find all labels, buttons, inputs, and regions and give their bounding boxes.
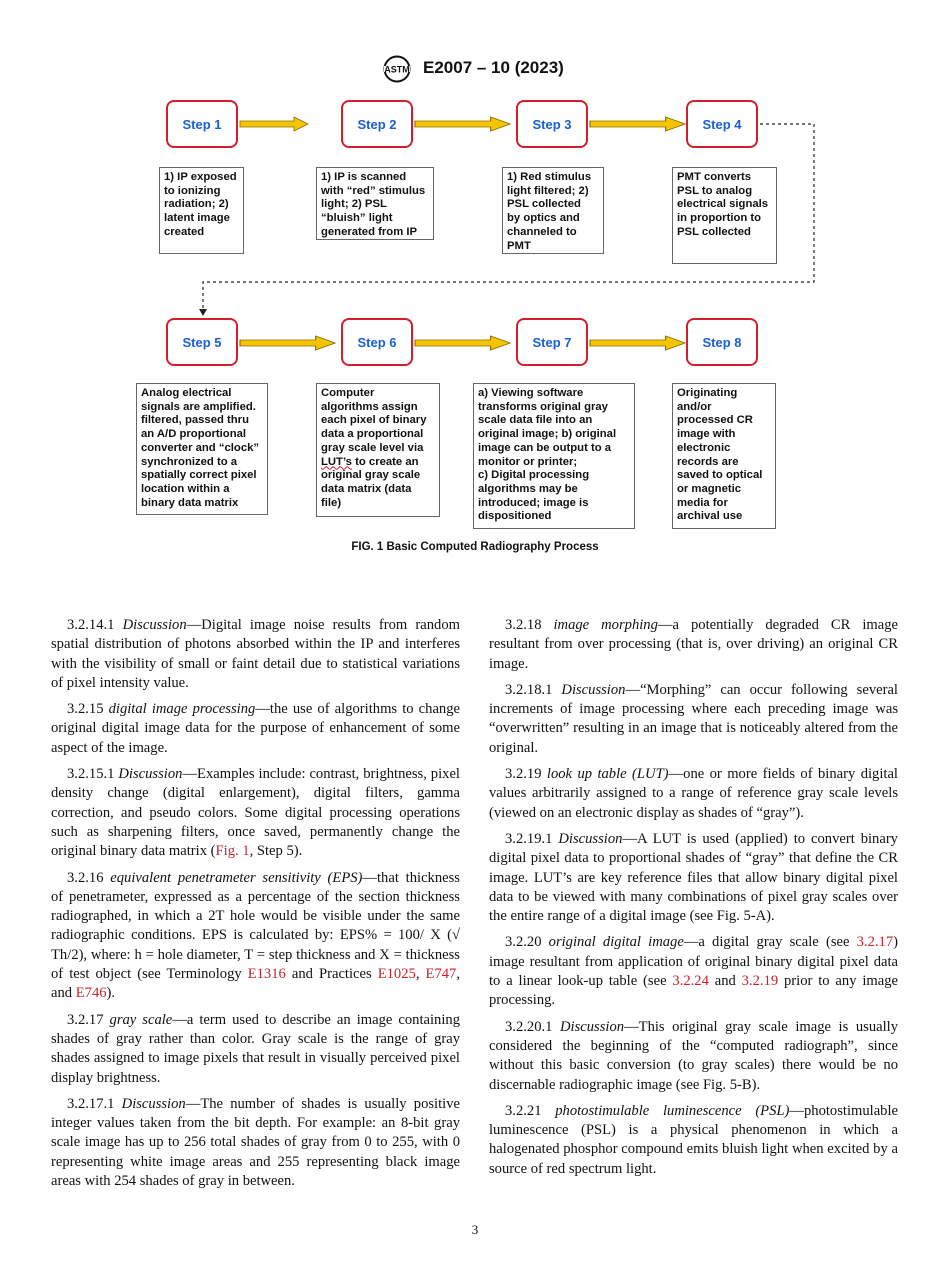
para-3-2-18: 3.2.18 image morphing—a potentially degraded CR image resultant from over processing (that is, over driving) an original CR image. [489, 617, 898, 672]
e746-link[interactable]: E746 [75, 985, 107, 1002]
arrow-step7-step8 [590, 336, 685, 350]
step-5-box: Step 5 [166, 318, 238, 366]
ref-3-2-19-link[interactable]: 3.2.19 [741, 973, 779, 990]
arrow-step5-step6 [240, 336, 335, 350]
e747-link[interactable]: E747 [425, 966, 457, 983]
step-3-box: Step 3 [516, 100, 588, 148]
fig-1-link[interactable]: Fig. 1 [215, 843, 250, 860]
para-3-2-20: 3.2.20 original digital image—a digital gray scale (see 3.2.17) image resultant from application of original binary digital pixel data to a linear look-up table (see 3.2.24 and 3.2.19 prior to any image processing. [489, 934, 899, 1009]
right-column [489, 616, 898, 1186]
step-6-box: Step 6 [341, 318, 413, 366]
left-column [51, 616, 460, 1198]
para-3-2-19: 3.2.19 look up table (LUT)—one or more fields of binary digital values arbitrarily assigned to a range of reference gray scale levels (viewed on an electronic display as shades of “gray”). [489, 766, 898, 821]
ref-3-2-17-link[interactable]: 3.2.17 [856, 934, 894, 951]
para-3-2-14-1: 3.2.14.1 Discussion—Digital image noise results from random spatial distribution of photons absorbed within the IP and interferes with the visibility of small or faint detail due to statistical variations of pixel intensity value. [51, 617, 460, 691]
arrow-step2-step3 [415, 117, 510, 131]
step-1-description: 1) IP exposed to ionizing radiation; 2) latent image created [159, 167, 244, 254]
astm-logo-icon [380, 55, 414, 83]
page-header [0, 55, 950, 85]
para-3-2-15: 3.2.15 digital image processing—the use of algorithms to change original digital image data for the purpose of enhancement of some aspect of the image. [51, 701, 461, 756]
arrow-step6-step7 [415, 336, 510, 350]
e1316-link[interactable]: E1316 [247, 966, 286, 983]
arrow-step1-step2 [240, 117, 308, 131]
para-3-2-17: 3.2.17 gray scale—a term used to describe an image containing shades of gray rather than color. Gray scale is the range of gray shades assigned to image pixels that result in visually perceived pixel display brightness. [51, 1011, 460, 1086]
dashed-connector-arrowhead [199, 309, 207, 316]
arrow-step3-step4 [590, 117, 685, 131]
step-6-desc-luts: LUT’s [321, 455, 352, 468]
para-3-2-18-1: 3.2.18.1 Discussion—“Morphing” can occur following several increments of image processing where each preceding image was “overwritten” resulting in an image that is noticeably altered from the original. [489, 681, 898, 756]
step-2-description: 1) IP is scanned with “red” stimulus light; 2) PSL “bluish” light generated from IP [316, 167, 434, 240]
document-designation: E2007 – 10 (2023) [423, 58, 564, 77]
step-6-desc-post: to create an original gray scale data matrix (data file) [321, 455, 421, 509]
e1025-link[interactable]: E1025 [377, 966, 416, 983]
step-1-box: Step 1 [166, 100, 238, 148]
step-4-box: Step 4 [686, 100, 758, 148]
page-number: 3 [471, 1222, 479, 1237]
para-3-2-21: 3.2.21 photostimulable luminescence (PSL)—photostimulable luminescence (PSL) is a physical phenomenon in which a halogenated phosphor compound emits bluish light when excited by a source of red spectrum light. [489, 1102, 899, 1177]
process-diagram [0, 95, 950, 560]
para-3-2-16: 3.2.16 equivalent penetrameter sensitivity (EPS)—that thickness of penetrameter, expressed as a percentage of the section thickness radiographed, in which a 2T hole would be visible under the same radiographic conditions. EPS is calculated by: EPS% = 100/ X (√ Th/2), where: h = hole diameter, T = step thickness and X = thickness of test object (see Terminology E1316 and Practices E1025, E747, and E746). [51, 869, 460, 1002]
step-6-desc-pre: Computer algorithms assign each pixel of binary data a proportional gray scale level via [321, 387, 427, 454]
figure-caption: FIG. 1 Basic Computed Radiography Process [351, 541, 599, 553]
step-7-box: Step 7 [516, 318, 588, 366]
step-3-description: 1) Red stimulus light filtered; 2) PSL collected by optics and channeled to PMT [502, 167, 604, 254]
para-3-2-15-1: 3.2.15.1 Discussion—Examples include: contrast, brightness, pixel density change (digital enlargement), digital filters, gamma correction, and pseudo colors. Some digital processing operations such as sharpening filters, once saved, permanently change the original binary data matrix (Fig. 1, Step 5). [51, 766, 460, 860]
para-3-2-20-1: 3.2.20.1 Discussion—This original gray scale image is usually considered the beginning of the “computed radiograph”, since without this basic conversion (to gray scales) there would be no discernable radiographic image (see Fig. 5-B). [489, 1018, 898, 1093]
step-2-box: Step 2 [341, 100, 413, 148]
step-6-description [316, 383, 440, 517]
logo-text: ASTM [384, 64, 410, 75]
step-4-description: PMT converts PSL to analog electrical signals in proportion to PSL collected [672, 167, 777, 264]
step-7-description: a) Viewing software transforms original gray scale data file into an original image; b) original image can be output to a monitor or printer; c) Digital processing algorithms may be introduced; image is dispositioned [473, 383, 635, 529]
ref-3-2-24-link[interactable]: 3.2.24 [672, 973, 709, 990]
step-5-description: Analog electrical signals are amplified. filtered, passed thru an A/D proportional converter and “clock” synchronized to a spatially correct pixel location within a binary data matrix [136, 383, 268, 515]
step-8-description: Originating and/or processed CR image with electronic records are saved to optical or magnetic media for archival use [672, 383, 776, 529]
para-3-2-19-1: 3.2.19.1 Discussion—A LUT is used (applied) to convert binary digital pixel data to proportional shades of “gray” that define the CR image. LUT’s are key reference files that allow binary digital pixel data to be viewed with many combinations of pixel gray scales over the entire range of a digital image (see Fig. 5-A). [489, 830, 898, 925]
step-8-box: Step 8 [686, 318, 758, 366]
para-3-2-17-1: 3.2.17.1 Discussion—The number of shades is usually positive integer values taken from the bit depth. For example: an 8-bit gray scale image has up to 256 total shades of gray from 0 to 255, with 0 representing white image areas and 255 representing black image areas with 254 shades of gray in between. [51, 1095, 460, 1190]
